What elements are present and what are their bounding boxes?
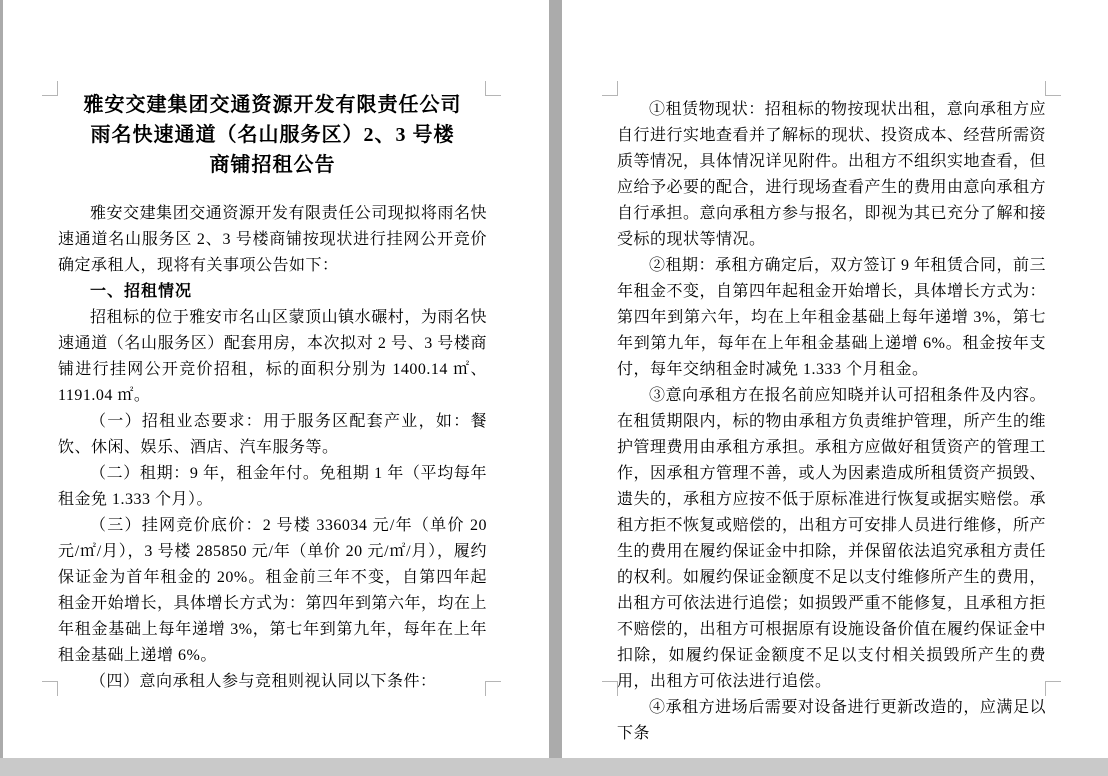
- document-title: [58, 90, 487, 180]
- page-2[interactable]: [562, 0, 1108, 758]
- section-heading-1[interactable]: 一、招租情况: [90, 283, 193, 300]
- paragraph-business-type[interactable]: （一）招租业态要求：用于服务区配套产业，如：餐饮、休闲、娱乐、酒店、汽车服务等。: [58, 413, 487, 456]
- page-2-content[interactable]: [562, 0, 1108, 747]
- paragraph-base-price[interactable]: （三）挂网竞价底价：2 号楼 336034 元/年（单价 20 元/㎡/月），3 号楼 285850 元/年（单价 20 元/㎡/月），履约保证金为首年租金的 20%。租金前三年不变，自第四年起租金开始增长，具体增长方式为：第四年到第六年，均在上年租金基础上每年递增 3%，第七年到第九年，每年在上年租金基础上递增 6%。: [58, 517, 488, 664]
- paragraph-condition-2[interactable]: ②租期：承租方确定后，双方签订 9 年租赁合同，前三年租金不变，自第四年起租金开始增长，具体增长方式为：第四年到第六年，均在上年租金基础上每年递增 3%，第七年到第九年，每年在上年租金基础上递增 6%。租金按年支付，每年交纳租金时减免 1.333 个月租金。: [617, 257, 1047, 378]
- paragraph-condition-3[interactable]: ③意向承租方在报名前应知晓并认可招租条件及内容。在租赁期限内，标的物由承租方负责维护管理，所产生的维护管理费用由承租方承担。承租方应做好租赁资产的管理工作，因承租方管理不善，或人为因素造成所租赁资产损毁、遗失的，承租方应按不低于原标准进行恢复或据实赔偿。承租方拒不恢复或赔偿的，出租方可安排人员进行维修，所产生的费用在履约保证金中扣除，并保留依法追究承租方责任的权利。如履约保证金额度不足以支付维修所产生的费用，出租方可依法进行追偿；如损毁严重不能修复，且承租方拒不赔偿的，出租方可根据原有设施设备价值在履约保证金中扣除，如履约保证金额度不足以支付相关损毁所产生的费用，出租方可依法进行追偿。: [617, 387, 1047, 690]
- workspace-bottom-band: [0, 758, 1108, 776]
- paragraph-conditions-intro[interactable]: （四）意向承租人参与竞租则视认同以下条件：: [90, 673, 437, 690]
- page-1-content[interactable]: [3, 90, 549, 695]
- paragraph-intro[interactable]: 雅安交建集团交通资源开发有限责任公司现拟将雨名快速通道名山服务区 2、3 号楼商铺按现状进行挂网公开竞价确定承租人，现将有关事项公告如下：: [58, 205, 487, 274]
- title-line-3: 商铺招租公告: [209, 154, 336, 176]
- paragraph-condition-1[interactable]: ①租赁物现状：招租标的物按现状出租，意向承租方应自行进行实地查看并了解标的现状、投资成本、经营所需资质等情况，具体情况详见附件。出租方不组织实地查看，但应给予必要的配合，进行现场查看产生的费用由意向承租方自行承担。意向承租方参与报名，即视为其已充分了解和接受标的现状等情况。: [617, 101, 1047, 248]
- title-line-2: 雨名快速通道（名山服务区）2、3 号楼: [90, 124, 455, 146]
- paragraph-lease-term[interactable]: （二）租期：9 年，租金年付。免租期 1 年（平均每年租金免 1.333 个月）。: [58, 465, 487, 508]
- title-line-1: 雅安交建集团交通资源开发有限责任公司: [83, 94, 462, 116]
- paragraph-condition-4[interactable]: ④承租方进场后需要对设备进行更新改造的，应满足以下条: [617, 699, 1046, 742]
- page-1[interactable]: [3, 0, 549, 758]
- paragraph-location[interactable]: 招租标的位于雅安市名山区蒙顶山镇水碾村，为雨名快速通道（名山服务区）配套用房，本次拟对 2 号、3 号楼商铺进行挂网公开竞价招租，标的面积分别为 1400.14 ㎡、1191.04 ㎡。: [58, 309, 487, 404]
